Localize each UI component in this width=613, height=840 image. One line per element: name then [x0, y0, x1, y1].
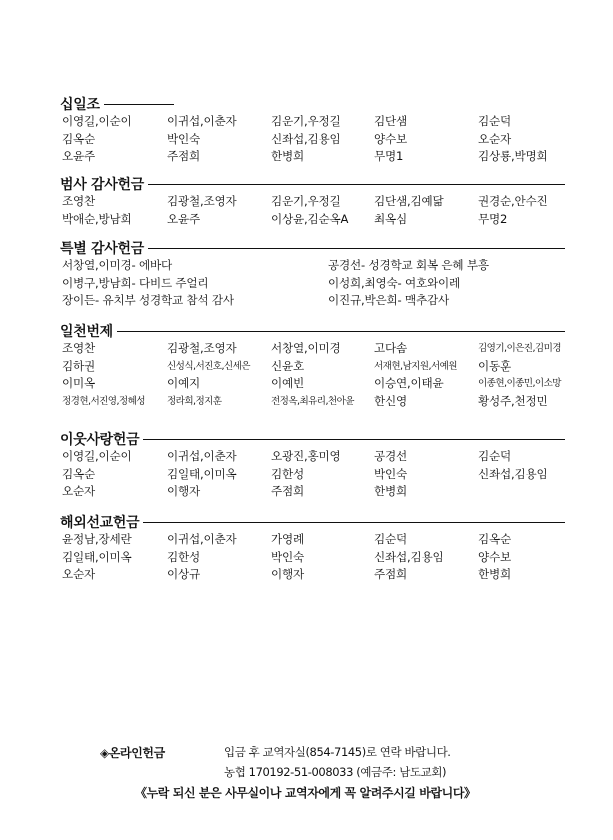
name-cell: 박애순,방남희	[62, 211, 132, 226]
name-row	[60, 566, 565, 584]
name-cell: 박인숙	[374, 466, 407, 481]
name-cell: 김한성	[271, 466, 304, 481]
name-cell: 황성주,천정민	[478, 393, 548, 408]
name-cell: 윤정남,장세란	[62, 532, 132, 546]
name-cell: 이영길,이순이	[62, 114, 132, 128]
divider	[143, 522, 565, 523]
name-cell: 김광철,조영자	[167, 194, 237, 208]
name-row	[60, 211, 565, 229]
name-cell: 김일태,이미옥	[167, 466, 237, 481]
name-cell: 김상룡,박명희	[478, 149, 548, 163]
name-row	[60, 531, 565, 549]
section-thanksgiving	[60, 175, 565, 228]
name-row	[60, 448, 565, 466]
name-row	[60, 375, 565, 393]
name-cell: 조영찬	[62, 194, 95, 208]
name-cell: 이동훈	[478, 358, 511, 373]
name-cell: 김하권	[62, 358, 95, 373]
name-cell: 오순자	[478, 131, 511, 146]
section-header	[60, 175, 565, 193]
section-title: 해외선교헌금	[60, 515, 140, 531]
name-cell: 김영기,이은진,김미경	[478, 343, 561, 354]
section-title: 이웃사랑헌금	[60, 432, 140, 448]
name-cell: 주점희	[271, 484, 304, 498]
name-cell: 정경현,서진영,정혜성	[62, 395, 145, 407]
name-cell: 한신영	[374, 393, 407, 408]
name-cell: 무명1	[374, 149, 404, 163]
name-cell: 오윤주	[62, 149, 95, 163]
name-cell: 오순자	[62, 567, 95, 581]
name-cell: 전정옥,최유리,천아윤	[271, 395, 354, 407]
name-row	[60, 257, 565, 275]
name-row	[60, 466, 565, 484]
name-cell: 김단샘,김예닮	[374, 194, 444, 208]
name-cell: 김운기,우정길	[271, 194, 341, 208]
name-cell: 이귀섭,이춘자	[167, 532, 237, 546]
name-cell: 최옥심	[374, 211, 407, 226]
name-cell: 신성식,서진호,신세은	[167, 360, 250, 372]
name-cell: 조영찬	[62, 341, 95, 355]
name-cell: 무명2	[478, 211, 508, 226]
section-neighbor-love	[60, 430, 565, 501]
name-row	[60, 275, 565, 293]
section-thousand-offerings	[60, 322, 565, 410]
name-cell: 김옥순	[62, 131, 95, 146]
name-cell: 김옥순	[62, 466, 95, 481]
name-cell: 이영길,이순이	[62, 449, 132, 463]
name-row	[60, 483, 565, 501]
name-cell: 오순자	[62, 484, 95, 498]
name-row	[60, 292, 565, 310]
section-header	[60, 239, 565, 257]
name-cell: 한병희	[271, 149, 304, 163]
name-cell: 주점희	[374, 567, 407, 581]
section-overseas-mission	[60, 513, 565, 584]
name-row	[60, 113, 565, 131]
name-cell: 양수보	[374, 131, 407, 146]
name-cell: 권경순,안수진	[478, 194, 548, 208]
section-header	[60, 513, 565, 531]
name-cell: 이귀섭,이춘자	[167, 114, 237, 128]
name-row	[60, 393, 565, 411]
name-cell: 고다솜	[374, 341, 407, 355]
name-cell: 이승연,이태윤	[374, 376, 444, 390]
name-row	[60, 148, 565, 166]
name-cell: 신좌섭,김용임	[271, 131, 341, 146]
name-cell: 양수보	[478, 549, 511, 564]
name-cell: 김옥순	[478, 532, 511, 546]
divider	[104, 104, 174, 105]
section-title: 범사 감사헌금	[60, 177, 144, 193]
name-cell: 이미옥	[62, 376, 95, 390]
offering-entry: 공경선- 성경학교 회복 은혜 부흥	[328, 258, 489, 272]
bank-account: 농협 170192-51-008033 (예금주: 남도교회)	[224, 765, 447, 779]
name-row	[60, 193, 565, 211]
section-header	[60, 322, 565, 340]
name-cell: 김순덕	[478, 449, 511, 463]
name-cell: 박인숙	[167, 131, 200, 146]
divider	[143, 439, 565, 440]
offering-entry: 서창열,이미경- 에바다	[62, 258, 172, 272]
name-row	[60, 131, 565, 149]
name-cell: 서창열,이미경	[271, 341, 341, 355]
name-cell: 이행자	[271, 567, 304, 581]
section-header	[60, 430, 565, 448]
offering-entry: 이병구,방남희- 다비드 주얼리	[62, 275, 209, 290]
name-cell: 이상윤,김순옥A	[271, 211, 349, 226]
name-row	[60, 340, 565, 358]
name-row	[60, 358, 565, 376]
name-row	[60, 549, 565, 567]
online-offering-label: ◈온라인헌금	[100, 746, 165, 760]
section-title: 십일조	[60, 97, 100, 113]
divider	[148, 248, 565, 249]
name-cell: 김운기,우정길	[271, 114, 341, 128]
name-cell: 김광철,조영자	[167, 341, 237, 355]
contact-instruction: 입금 후 교역자실(854-7145)로 연락 바랍니다.	[224, 745, 451, 759]
name-cell: 신좌섭,김용임	[478, 466, 548, 481]
name-cell: 김순덕	[478, 114, 511, 128]
omission-notice: 《누락 되신 분은 사무실이나 교역자에게 꼭 알려주시길 바랍니다》	[135, 786, 476, 800]
section-tithe	[60, 95, 565, 166]
name-cell: 서재현,남지원,서예원	[374, 360, 457, 372]
name-cell: 이예빈	[271, 376, 304, 390]
name-cell: 신좌섭,김용임	[374, 549, 444, 564]
name-cell: 오광진,홍미영	[271, 449, 341, 463]
name-cell: 이행자	[167, 484, 200, 498]
name-cell: 정라희,정지훈	[167, 395, 222, 407]
name-cell: 이상규	[167, 567, 200, 581]
name-cell: 김순덕	[374, 532, 407, 546]
name-cell: 신윤호	[271, 358, 304, 373]
name-cell: 오윤주	[167, 211, 200, 226]
section-title: 일천번제	[60, 324, 113, 340]
offering-entry: 장이든- 유치부 성경학교 참석 감사	[62, 293, 234, 307]
name-cell: 공경선	[374, 449, 407, 463]
name-cell: 김단샘	[374, 114, 407, 128]
offering-entry: 이진규,박은희- 맥추감사	[328, 293, 449, 307]
name-cell: 이귀섭,이춘자	[167, 449, 237, 463]
divider	[148, 184, 565, 185]
section-header	[60, 95, 565, 113]
name-cell: 한병희	[374, 484, 407, 498]
name-cell: 가영례	[271, 532, 304, 546]
section-title: 특별 감사헌금	[60, 241, 144, 257]
name-cell: 한병희	[478, 567, 511, 581]
name-cell: 이예지	[167, 376, 200, 390]
offering-entry: 이성희,최영숙- 여호와이레	[328, 275, 460, 290]
divider	[117, 331, 565, 332]
name-cell: 김일태,이미옥	[62, 549, 132, 564]
name-cell: 김한성	[167, 549, 200, 564]
name-cell: 박인숙	[271, 549, 304, 564]
section-special-thanksgiving	[60, 239, 565, 310]
name-cell: 주점희	[167, 149, 200, 163]
name-cell: 이종현,이종민,이소망	[478, 378, 561, 389]
